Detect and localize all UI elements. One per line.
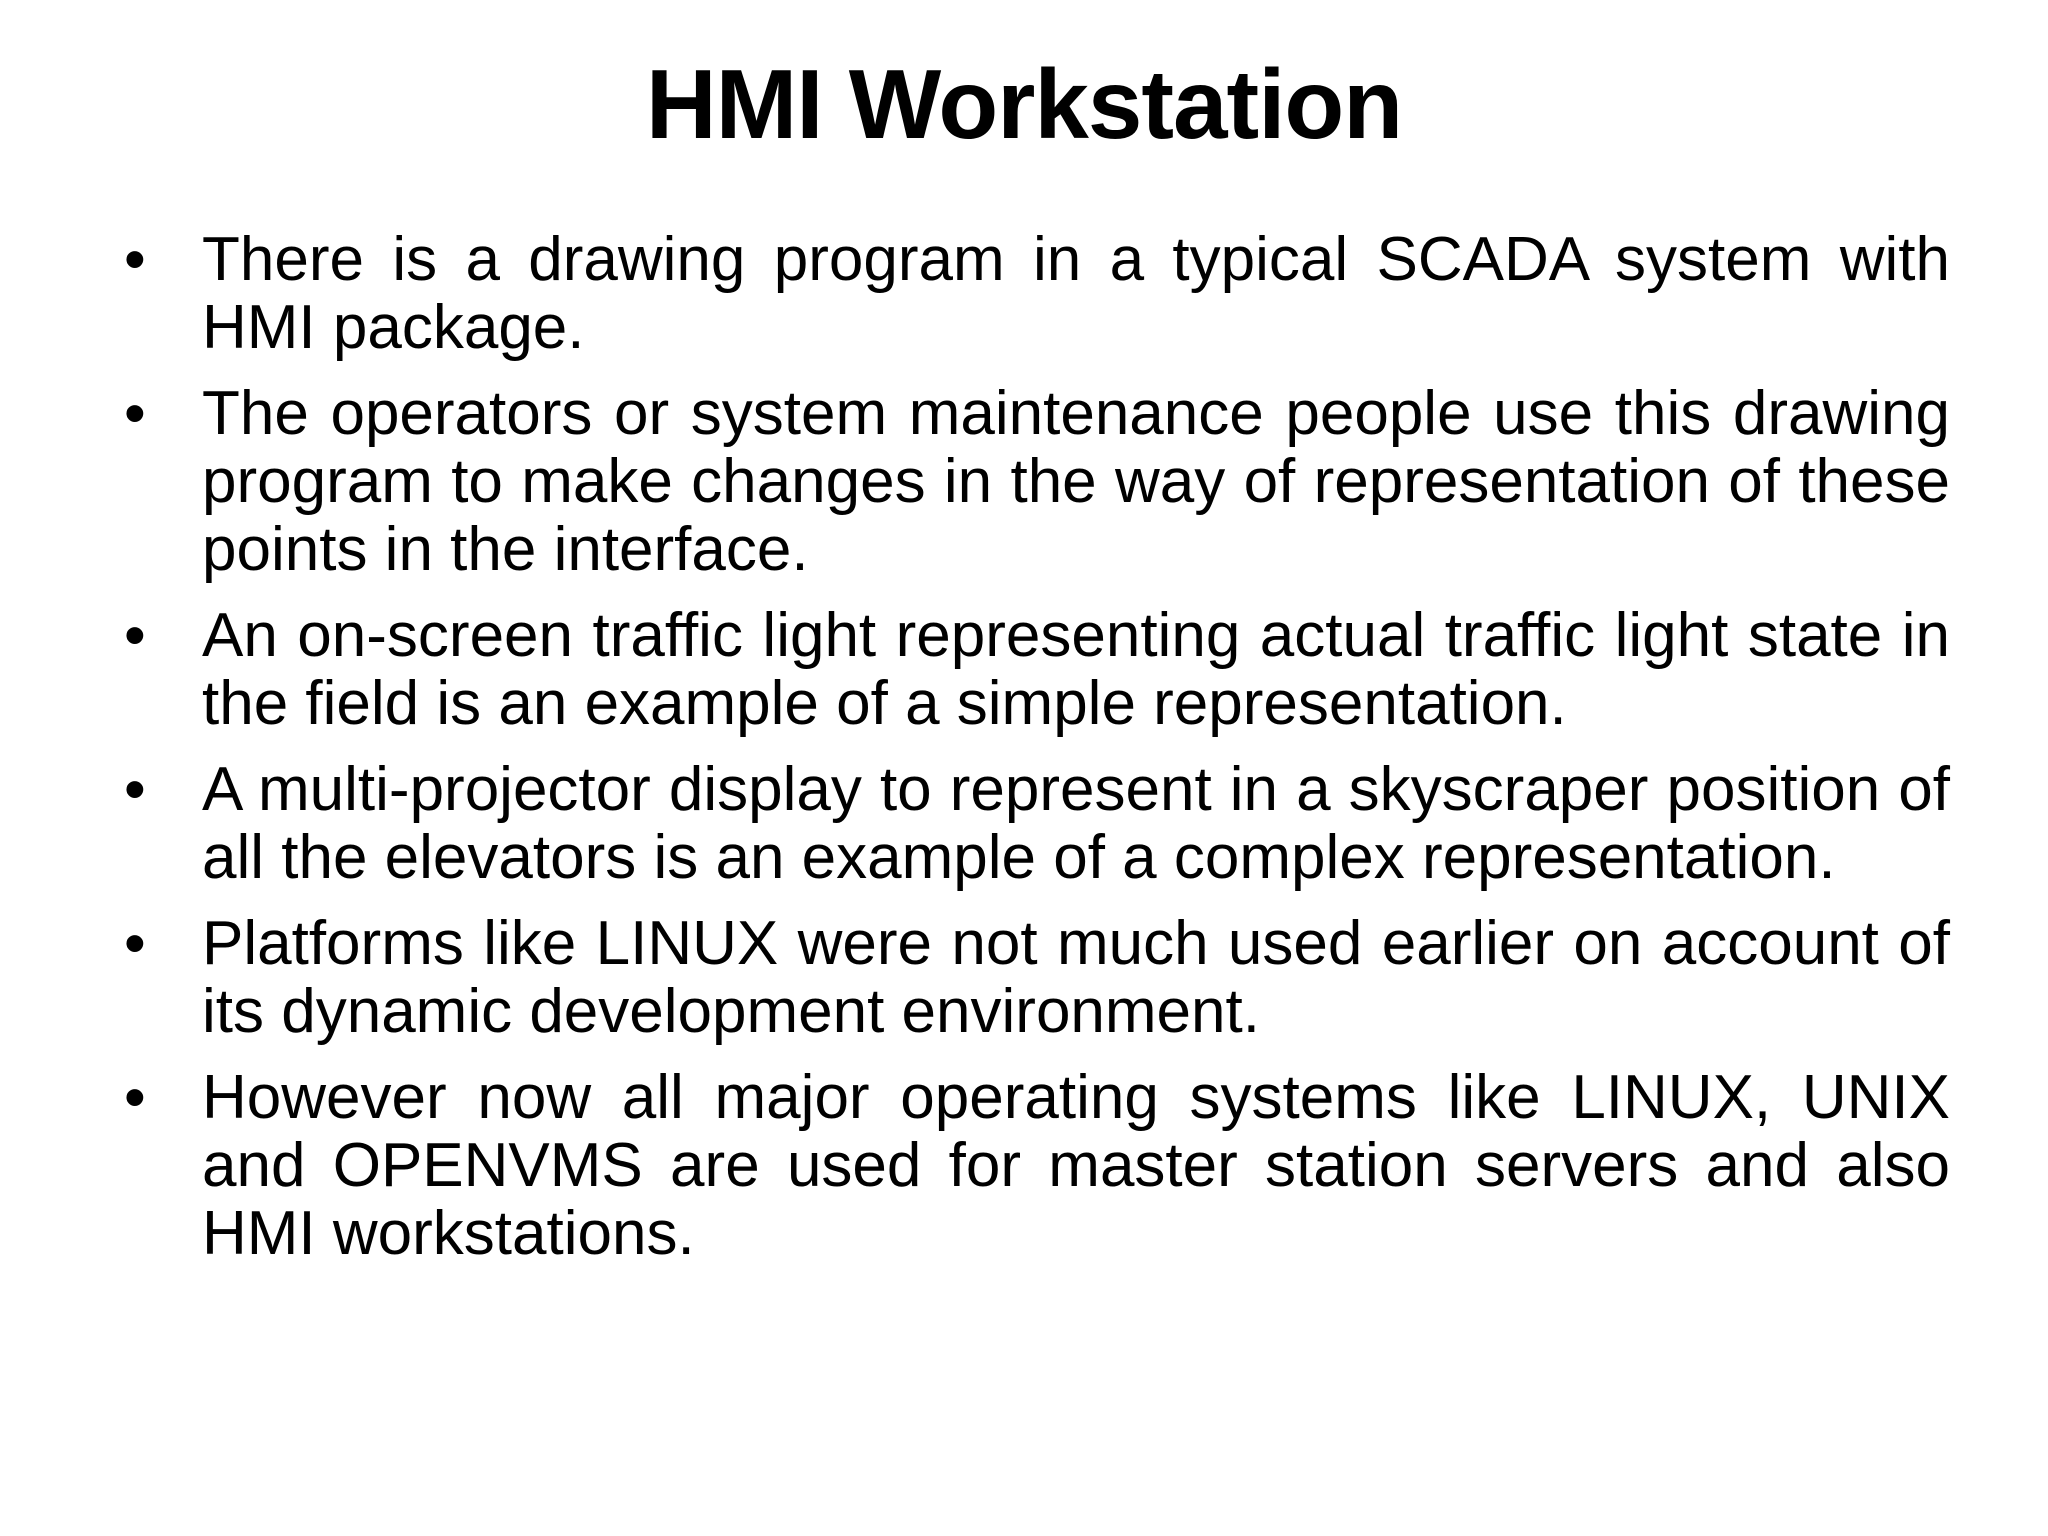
bullet-item	[120, 380, 1950, 584]
bullet-item	[120, 602, 1950, 738]
bullet-list	[120, 226, 1950, 1286]
bullet-text: The operators or system maintenance people use this drawing program to make changes in the way of representation of these points in the interface.	[202, 379, 1950, 584]
bullet-text: There is a drawing program in a typical SCADA system with HMI package.	[202, 225, 1950, 362]
bullet-icon: •	[124, 1063, 146, 1132]
bullet-item	[120, 756, 1950, 892]
bullet-icon: •	[124, 601, 146, 670]
bullet-text: Platforms like LINUX were not much used earlier on account of its dynamic development environment.	[202, 909, 1950, 1046]
bullet-item	[120, 226, 1950, 362]
bullet-text: A multi-projector display to represent in a skyscraper position of all the elevators is an example of a complex representation.	[202, 755, 1950, 892]
bullet-item	[120, 910, 1950, 1046]
bullet-icon: •	[124, 909, 146, 978]
bullet-icon: •	[124, 379, 146, 448]
bullet-icon: •	[124, 755, 146, 824]
bullet-item	[120, 1064, 1950, 1268]
bullet-text: However now all major operating systems like LINUX, UNIX and OPENVMS are used for master station servers and also HMI workstations.	[202, 1063, 1950, 1268]
bullet-text: An on-screen traffic light representing actual traffic light state in the field is an example of a simple representation.	[202, 601, 1950, 738]
bullet-icon: •	[124, 225, 146, 294]
slide-title: HMI Workstation	[645, 49, 1403, 159]
